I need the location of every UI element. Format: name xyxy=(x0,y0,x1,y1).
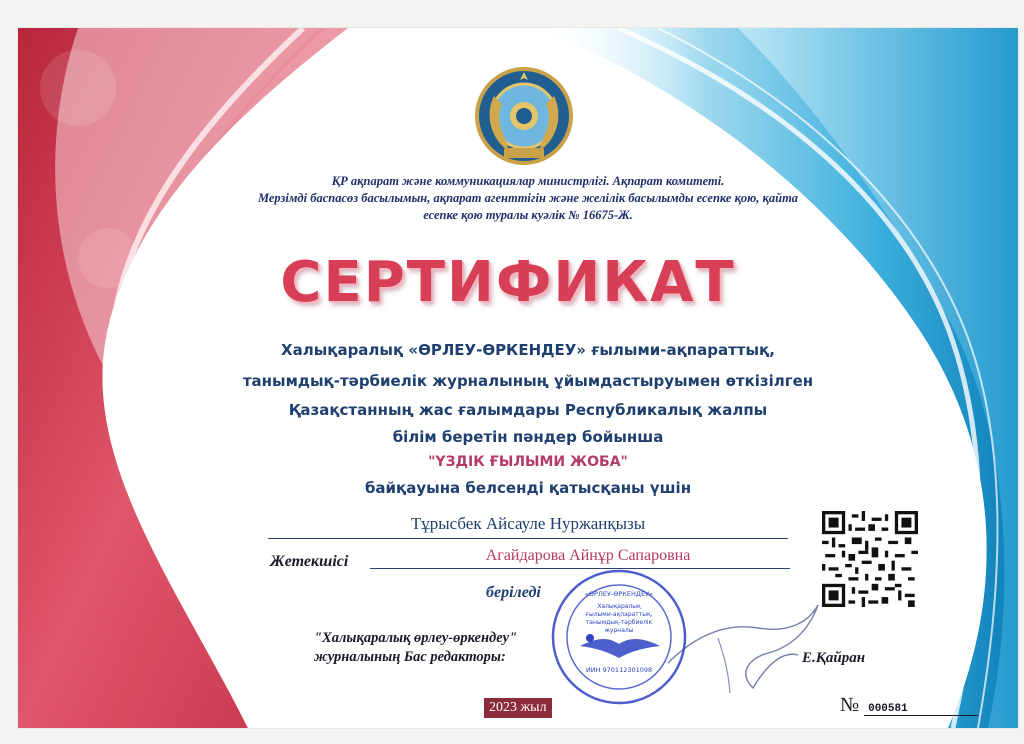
number-value: 000581 xyxy=(864,703,978,716)
supervisor-label: Жетекшісі xyxy=(270,553,349,570)
body-line-5: байқауына белсенді қатысқаны үшін xyxy=(364,479,692,497)
supervisor-name: Агайдарова Айнұр Сапаровна xyxy=(485,547,691,564)
state-emblem-icon xyxy=(474,66,574,166)
editor-name: Е.Қайран xyxy=(802,650,866,666)
editor-label xyxy=(314,629,574,667)
ministry-line-3: есепке қою туралы куәлік № 16675-Ж. xyxy=(423,208,633,222)
ministry-line-1: ҚР ақпарат және коммуникациялар министрлігі. Ақпарат комитеті. xyxy=(331,174,725,188)
body-line-1: Халықаралық «ӨРЛЕУ-ӨРКЕНДЕУ» ғылыми-ақпараттық, xyxy=(281,341,775,359)
number-symbol: № xyxy=(840,694,860,716)
qr-code xyxy=(822,511,918,607)
ministry-line-2: Мерзімді баспасөз басылымын, ақпарат агенттігін және желілік басылымды есепке қою, қайта xyxy=(257,191,799,205)
body-line-3: Қазақстанның жас ғалымдары Республикалық жалпы xyxy=(288,401,768,419)
editor-label-line-2: журналының Бас редакторы: xyxy=(314,649,506,665)
body-line-4: білім беретін пәндер бойынша xyxy=(392,428,664,446)
stamp-inner-line-3: танымдық-тәрбиелік xyxy=(585,619,653,626)
stamp-top-text: «ӨРЛЕУ-ӨРКЕНДЕУ» xyxy=(584,590,654,598)
stamp-inner-line-4: журналы xyxy=(604,627,634,634)
stamp-eagle-icon xyxy=(580,639,660,658)
stamp-inner-line-1: Халықаралық xyxy=(597,603,641,610)
given-text: беріледі xyxy=(486,584,541,601)
editor-signature xyxy=(658,593,828,703)
stamp-inner-line-2: ғылыми-ақпараттық, xyxy=(585,611,653,618)
stamp-sun-icon xyxy=(586,634,594,642)
ministry-registration-text xyxy=(168,173,888,224)
editor-label-line-1: "Халықаралық өрлеу-өркендеу" xyxy=(314,630,518,646)
certificate-number xyxy=(840,694,978,717)
project-name: "ҮЗДІК ҒЫЛЫМИ ЖОБА" xyxy=(428,454,628,470)
year-label: 2023 жыл xyxy=(484,698,552,718)
body-line-2: танымдық-тәрбиелік журналының ұйымдастыруымен өткізілген xyxy=(242,372,814,390)
certificate xyxy=(18,28,1018,728)
stamp-id-text: ИИН 970112301098 xyxy=(585,666,653,674)
certificate-title: СЕРТИФИКАТ xyxy=(280,250,736,315)
awardee-name: Тұрысбек Айсауле Нуржанқызы xyxy=(410,514,646,533)
awardee-underline xyxy=(268,538,788,539)
